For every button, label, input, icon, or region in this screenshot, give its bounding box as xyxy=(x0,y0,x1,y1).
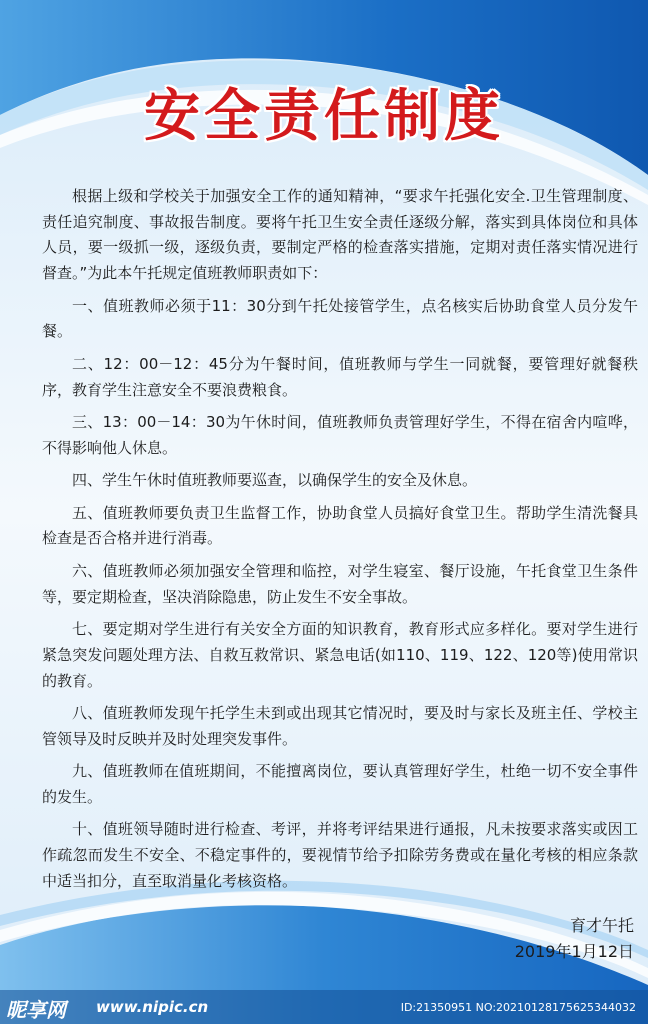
document-body xyxy=(42,184,638,901)
paragraph-rule-5: 五、值班教师要负责卫生监督工作，协助食堂人员搞好食堂卫生。帮助学生清洗餐具检查是否合格并进行消毒。 xyxy=(42,503,638,548)
paragraph-rule-1: 一、值班教师必须于11：30分到午托处接管学生，点名核实后协助食堂人员分发午餐。 xyxy=(42,296,638,341)
paragraph-rule-9: 九、值班教师在值班期间，不能擅离岗位，要认真管理好学生，杜绝一切不安全事件的发生。 xyxy=(42,762,638,806)
signature-date: 2019年1月12日 xyxy=(514,942,634,961)
signature-block xyxy=(515,913,634,965)
paragraph-rule-8: 八、值班教师发现午托学生未到或出现其它情况时，要及时与家长及班主任、学校主管领导及时反映并及时处理突发事件。 xyxy=(42,704,638,748)
paragraph-rule-10: 十、值班领导随时进行检查、考评，并将考评结果进行通报，凡未按要求落实或因工作疏忽而发生不安全、不稳定事件的，要视情节给予扣除劳务费或在量化考核的相应条款中适当扣分，直至取消量化考核资格。 xyxy=(42,820,638,890)
watermark-logo: 昵享网 xyxy=(6,998,66,1022)
paragraph-rule-6: 六、值班教师必须加强安全管理和临控，对学生寝室、餐厅设施，午托食堂卫生条件等，要定期检查，坚决消除隐患，防止发生不安全事故。 xyxy=(42,561,638,606)
signature-org: 育才午托 xyxy=(569,916,634,935)
page-title: 安全责任制度 xyxy=(144,84,504,149)
paragraph-rule-3: 三、13：00－14：30为午休时间，值班教师负责管理好学生，不得在宿舍内喧哗，不得影响他人休息。 xyxy=(42,413,638,457)
paragraph-intro: 根据上级和学校关于加强安全工作的通知精神，“要求午托强化安全.卫生管理制度、责任追究制度、事故报告制度。要将午托卫生安全责任逐级分解，落实到具体岗位和具体人员，要一级抓一级，逐级负责，要制定严格的检查落实措施，定期对责任落实情况进行督查。”为此本午托规定值班教师职责如下： xyxy=(42,187,638,283)
paragraph-rule-2: 二、12：00－12：45分为午餐时间，值班教师与学生一同就餐，要管理好就餐秩序，教育学生注意安全不要浪费粮食。 xyxy=(42,354,638,399)
paragraph-rule-4: 四、学生午休时值班教师要巡查，以确保学生的安全及休息。 xyxy=(72,471,478,490)
watermark-bar xyxy=(0,990,648,1024)
watermark-id: ID:21350951 NO:20210128175625344032 xyxy=(400,1001,636,1014)
watermark-url: www.nipic.cn xyxy=(96,998,209,1016)
paragraph-rule-7: 七、要定期对学生进行有关安全方面的知识教育，教育形式应多样化。要对学生进行紧急突发问题处理方法、自救互救常识、紧急电话(如110、119、122、120等)使用常识的教育。 xyxy=(42,620,638,690)
